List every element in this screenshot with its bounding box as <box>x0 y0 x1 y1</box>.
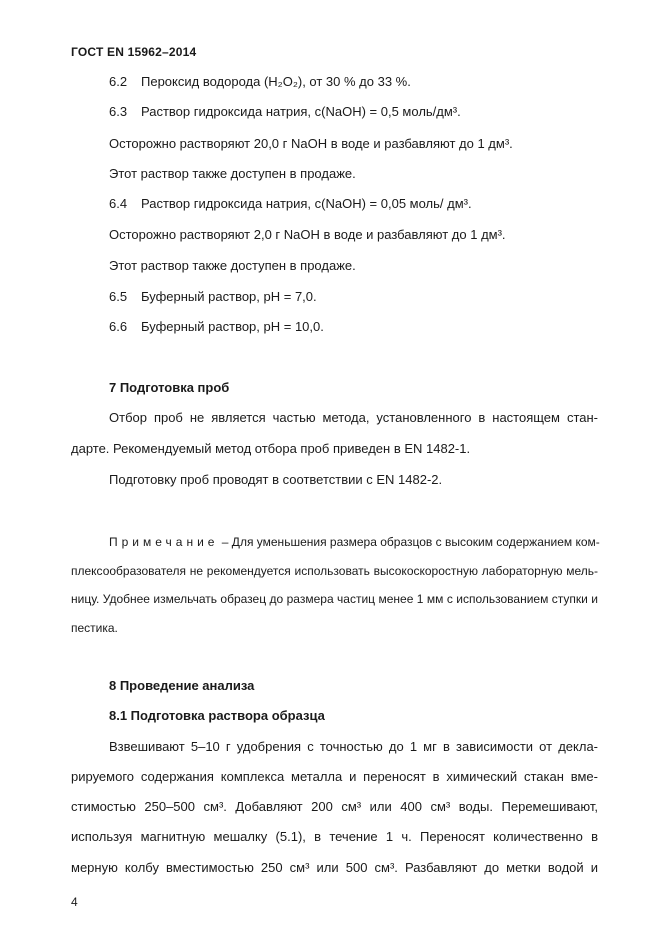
paragraph: Этот раствор также доступен в продаже. <box>109 258 356 273</box>
document-header: ГОСТ EN 15962–2014 <box>71 45 197 59</box>
reagent-item <box>109 196 472 212</box>
section-heading: 7 Подготовка проб <box>109 380 230 395</box>
item-text: Буферный раствор, pH = 7,0. <box>141 289 317 304</box>
paragraph: Осторожно растворяют 2,0 г NaOH в воде и разбавляют до 1 дм³. <box>109 227 506 242</box>
paragraph-line: рируемого содержания комплекса металла и переносят в химический стакан вме- <box>71 769 598 784</box>
subsection-heading: 8.1 Подготовка раствора образца <box>109 708 325 723</box>
paragraph-line: Отбор проб не является частью метода, установленного в настоящем стан- <box>109 410 598 425</box>
paragraph: Подготовку проб проводят в соответствии с EN 1482-2. <box>109 472 443 487</box>
paragraph-line: используя магнитную мешалку (5.1), в течение 1 ч. Переносят количественно в <box>71 829 598 844</box>
item-text: Раствор гидроксида натрия, c(NaOH) = 0,5 моль/дм³. <box>141 104 461 119</box>
item-text: Буферный раствор, pH = 10,0. <box>141 319 324 334</box>
paragraph-line: мерную колбу вместимостью 250 см³ или 500 см³. Разбавляют до метки водой и <box>71 860 598 875</box>
item-number: 6.4 <box>109 196 128 211</box>
paragraph: Этот раствор также доступен в продаже. <box>109 166 356 181</box>
note-label: Примечание <box>109 535 219 549</box>
item-text: Раствор гидроксида натрия, c(NaOH) = 0,05 моль/ дм³. <box>141 196 472 211</box>
item-number: 6.6 <box>109 319 128 334</box>
item-number: 6.2 <box>109 74 128 89</box>
paragraph-line: стимостью 250–500 см³. Добавляют 200 см³ или 400 см³ воды. Перемешивают, <box>71 799 598 814</box>
note-text: – Для уменьшения размера образцов с высоким содержанием ком- <box>218 535 600 549</box>
paragraph-line: дарте. Рекомендуемый метод отбора проб приведен в EN 1482-1. <box>71 441 471 456</box>
note-line: ницу. Удобнее измельчать образец до размера частиц менее 1 мм с использованием ступки и <box>71 592 598 606</box>
note-line: пестика. <box>71 621 118 635</box>
item-text: Пероксид водорода (H₂O₂), от 30 % до 33 %. <box>141 74 411 89</box>
section-heading: 8 Проведение анализа <box>109 678 255 693</box>
item-number: 6.5 <box>109 289 128 304</box>
reagent-item <box>109 74 411 90</box>
note-line: плексообразователя не рекомендуется использовать высокоскоростную лабораторную мель- <box>71 564 598 578</box>
reagent-item <box>109 319 324 335</box>
reagent-item <box>109 104 461 120</box>
paragraph: Осторожно растворяют 20,0 г NaOH в воде и разбавляют до 1 дм³. <box>109 136 513 151</box>
page-number: 4 <box>71 895 78 909</box>
reagent-item <box>109 289 317 305</box>
note-line <box>109 534 598 550</box>
paragraph-line: Взвешивают 5–10 г удобрения с точностью до 1 мг в зависимости от декла- <box>109 739 598 754</box>
item-number: 6.3 <box>109 104 128 119</box>
